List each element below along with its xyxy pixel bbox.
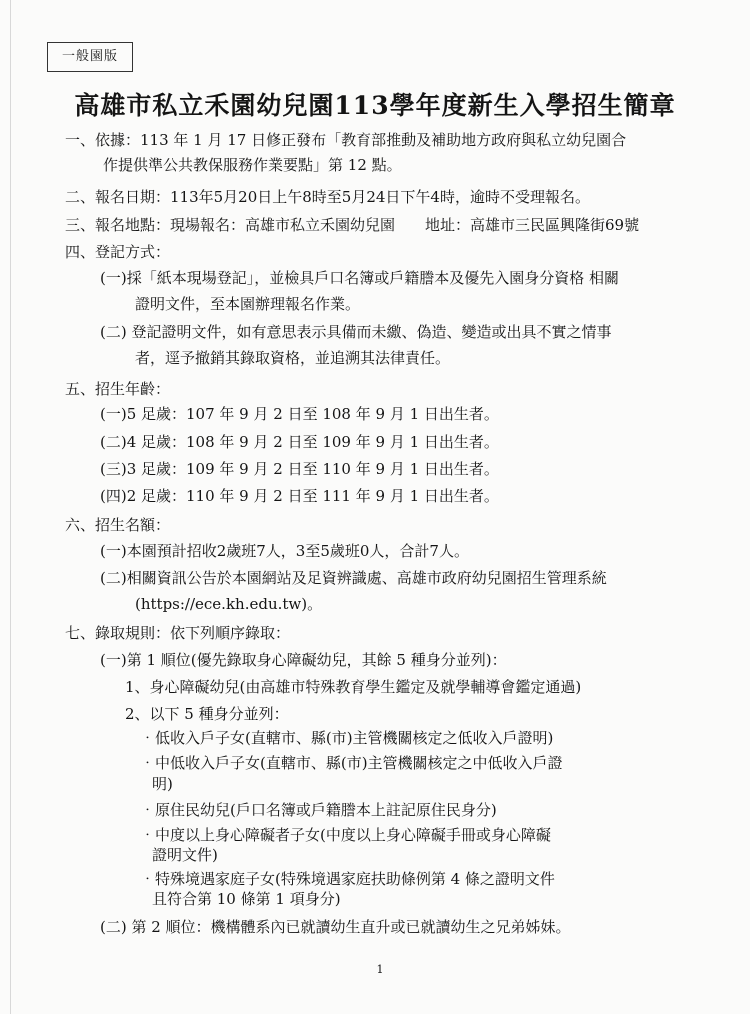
section-5-heading: 五、招生年齡： xyxy=(65,380,171,398)
priority-2: (二) 第 2 順位：機構體系內已就讀幼生直升或已就讀幼生之兄弟姊妹。 xyxy=(100,918,571,936)
section-4-item-1-line-1: (一)採「紙本現場登記」，並檢具戶口名簿或戶籍謄本及優先入園身分資格 相關 xyxy=(100,269,619,287)
identity-bullet-5-line-1: ‧特殊境遇家庭子女(特殊境遇家庭扶助條例第 4 條之證明文件 xyxy=(140,870,555,888)
section-2: 二、報名日期：113年5月20日上午8時至5月24日下午4時，逾時不受理報名。 xyxy=(65,188,590,206)
priority-1-heading: (一)第 1 順位(優先錄取身心障礙幼兒，其餘 5 種身分並列)： xyxy=(100,651,507,669)
identity-bullet-2-line-2: 明) xyxy=(152,775,173,793)
age-item: (四)2 足歲：110 年 9 月 2 日至 111 年 9 月 1 日出生者。 xyxy=(100,487,499,505)
identity-bullet-4-line-2: 證明文件) xyxy=(152,846,218,864)
section-7-heading: 七、錄取規則：依下列順序錄取： xyxy=(65,624,291,642)
section-3: 三、報名地點：現場報名：高雄市私立禾園幼兒園 地址：高雄市三民區興隆街69號 xyxy=(65,216,640,234)
page-edge xyxy=(10,0,11,1014)
section-1-line-1: 一、依據：113 年 1 月 17 日修正發布「教育部推動及補助地方政府與私立幼兒園合 xyxy=(65,131,627,149)
section-6-item-1: (一)本園預計招收2歲班7人，3至5歲班0人，合計7人。 xyxy=(100,542,469,560)
version-badge: 一般園版 xyxy=(47,42,133,72)
section-6-item-2-line-1: (二)相關資訊公告於本園網站及足資辨識處、高雄市政府幼兒園招生管理系統 xyxy=(100,569,607,587)
section-1-line-2: 作提供準公共教保服務作業要點」第 12 點。 xyxy=(103,156,402,174)
identity-bullet-3: ‧原住民幼兒(戶口名簿或戶籍謄本上註記原住民身分) xyxy=(140,801,497,819)
age-item: (二)4 足歲：108 年 9 月 2 日至 109 年 9 月 1 日出生者。 xyxy=(100,433,499,451)
age-item: (一)5 足歲：107 年 9 月 2 日至 108 年 9 月 1 日出生者。 xyxy=(100,405,499,423)
document-title: 高雄市私立禾園幼兒園113學年度新生入學招生簡章 xyxy=(74,91,676,120)
age-item: (三)3 足歲：109 年 9 月 2 日至 110 年 9 月 1 日出生者。 xyxy=(100,460,499,478)
identity-bullet-5-line-2: 且符合第 10 條第 1 項身分) xyxy=(152,890,341,908)
priority-1-item-1: 1、身心障礙幼兒(由高雄市特殊教育學生鑑定及就學輔導會鑑定通過) xyxy=(125,678,582,696)
section-6-item-2-url: (https://ece.kh.edu.tw)。 xyxy=(135,595,323,613)
section-4-item-2-line-2: 者，逕予撤銷其錄取資格，並追溯其法律責任。 xyxy=(135,349,451,367)
identity-bullet-4-line-1: ‧中度以上身心障礙者子女(中度以上身心障礙手冊或身心障礙 xyxy=(140,826,551,844)
section-4-heading: 四、登記方式： xyxy=(65,243,171,261)
identity-bullet-1: ‧低收入戶子女(直轄市、縣(市)主管機關核定之低收入戶證明) xyxy=(140,729,554,747)
priority-1-item-2: 2、以下 5 種身分並列： xyxy=(125,705,289,723)
section-4-item-1-line-2: 證明文件，至本園辦理報名作業。 xyxy=(135,295,361,313)
section-6-heading: 六、招生名額： xyxy=(65,516,171,534)
page-number: 1 xyxy=(376,963,384,976)
identity-bullet-2-line-1: ‧中低收入戶子女(直轄市、縣(市)主管機關核定之中低收入戶證 xyxy=(140,754,563,772)
section-4-item-2-line-1: (二) 登記證明文件，如有意思表示具備而未繳、偽造、變造或出具不實之情事 xyxy=(100,323,612,341)
